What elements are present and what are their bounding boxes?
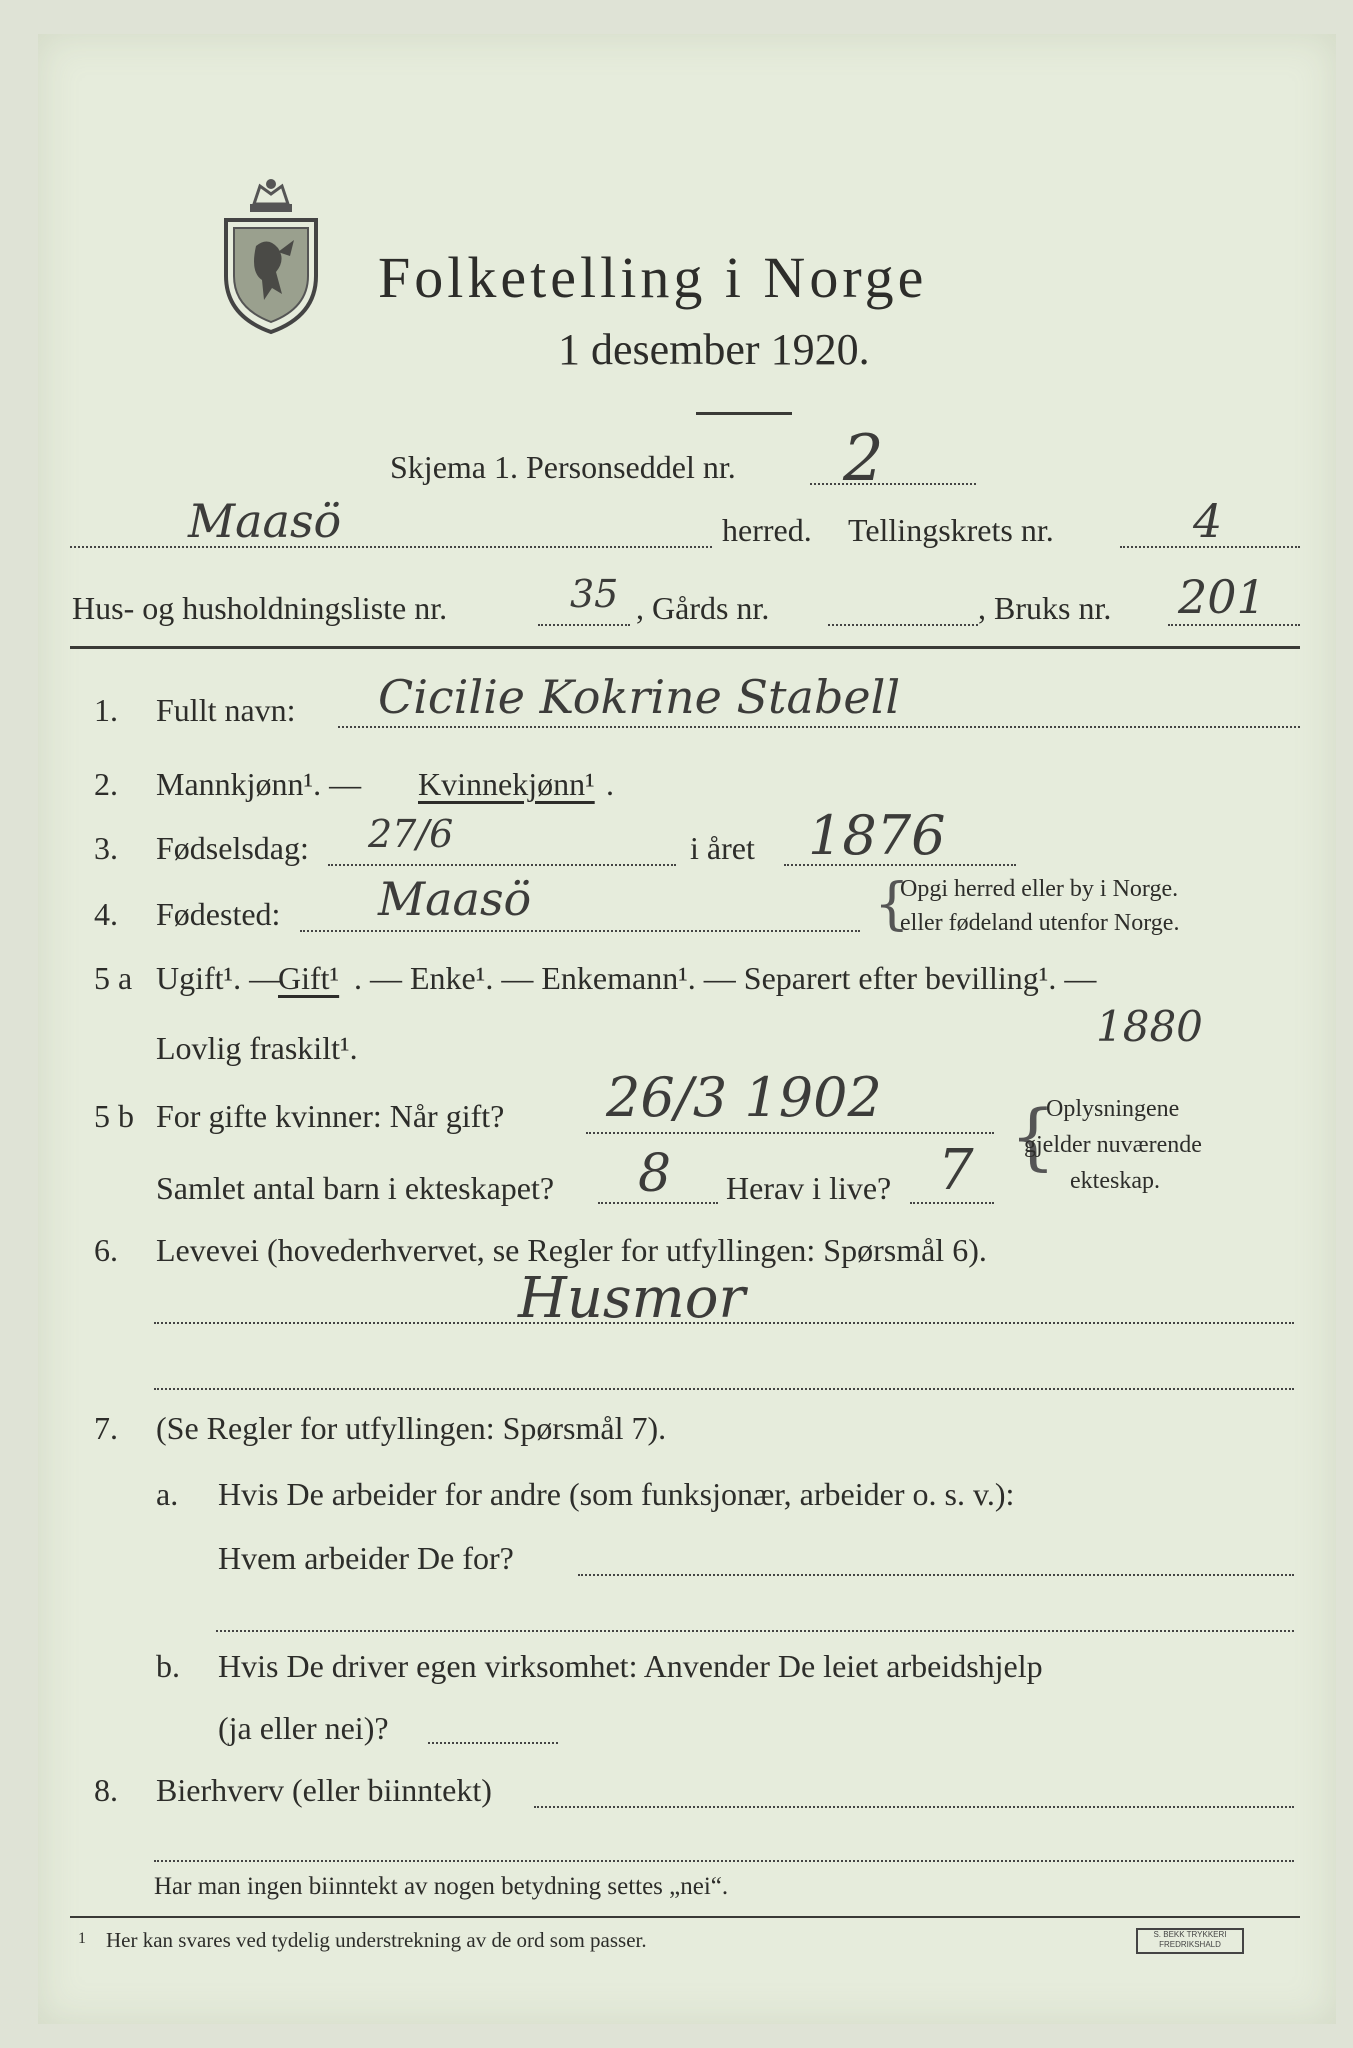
q5b-brace: {	[1010, 1094, 1056, 1178]
q7-label: (Se Regler for utfyllingen: Spørsmål 7).	[156, 1410, 667, 1446]
bruks-field	[1168, 624, 1300, 626]
husholdningsliste-label: Hus- og husholdningsliste nr.	[72, 590, 448, 626]
census-date: 1 desember 1920.	[558, 325, 870, 374]
husholdningsliste-field	[538, 624, 630, 626]
q3-year-label: i året	[690, 830, 755, 866]
q1-field	[338, 726, 1300, 728]
q7b-text: Hvis De driver egen virksomhet: Anvender De leiet arbeidshjelp	[218, 1648, 1043, 1684]
q7a-letter: a.	[156, 1476, 179, 1512]
herred-value: Maasö	[188, 494, 342, 548]
q1-label: Fullt navn:	[156, 692, 296, 728]
header-divider	[70, 646, 1300, 649]
q5a-gift: Gift¹	[278, 960, 340, 996]
q2-female: Kvinnekjønn¹	[418, 766, 595, 802]
herred-label: herred.	[722, 512, 812, 548]
printer-stamp-line-2: FREDRIKSHALD	[1159, 1940, 1221, 1949]
tellingskrets-label: Tellingskrets nr.	[848, 512, 1054, 548]
q5b-children-label: Samlet antal barn i ekteskapet?	[156, 1170, 555, 1206]
q5a-ugift: Ugift¹. —	[156, 960, 282, 996]
q5b-date-field	[586, 1132, 994, 1134]
q7a-field-2	[216, 1630, 1294, 1632]
form-title: Folketelling i Norge	[378, 245, 928, 310]
q4-number: 4.	[94, 896, 118, 932]
q1-number: 1.	[94, 692, 118, 728]
printer-stamp	[1136, 1928, 1244, 1954]
footnote-mark: 1	[78, 1930, 86, 1947]
q5b-marriage-date: 26/3 1902	[606, 1066, 882, 1129]
q8-number: 8.	[94, 1772, 118, 1808]
q6-label: Levevei (hovederhvervet, se Regler for utfyllingen: Spørsmål 6).	[156, 1232, 987, 1268]
q4-field	[300, 930, 860, 932]
gards-field	[828, 624, 978, 626]
q8-field-2	[154, 1860, 1294, 1862]
q4-brace: {	[874, 872, 910, 937]
q3-label: Fødselsdag:	[156, 830, 309, 866]
q5a-margin-note: 1880	[1096, 1002, 1203, 1051]
q7-number: 7.	[94, 1410, 118, 1446]
coat-of-arms-icon	[216, 176, 326, 336]
q4-note-1: Opgi herred eller by i Norge.	[900, 876, 1179, 902]
husholdningsliste-value: 35	[570, 572, 619, 616]
q2-end: .	[606, 766, 614, 802]
q5b-note-3: ekteskap.	[1070, 1168, 1160, 1194]
q6-occupation: Husmor	[518, 1266, 746, 1331]
q3-number: 3.	[94, 830, 118, 866]
q7b-letter: b.	[156, 1648, 180, 1684]
q6-number: 6.	[94, 1232, 118, 1268]
q8-label: Bierhverv (eller biinntekt)	[156, 1772, 492, 1808]
q5b-note-1: Oplysningene	[1046, 1096, 1180, 1122]
q3-day-field	[328, 864, 676, 866]
q2-male: Mannkjønn¹. —	[156, 766, 362, 802]
q5b-note-2: gjelder nuværende	[1024, 1132, 1202, 1158]
q7a-text: Hvis De arbeider for andre (som funksjonær, arbeider o. s. v.):	[218, 1476, 1015, 1512]
q3-day: 27/6	[368, 812, 454, 856]
q7b-field	[428, 1742, 558, 1744]
gards-label: , Gårds nr.	[636, 590, 770, 626]
q7a-field-1	[578, 1574, 1294, 1576]
q8-note: Har man ingen biinntekt av nogen betydning settes „nei“.	[154, 1873, 729, 1900]
footnote-text: Her kan svares ved tydelig understrekning av de ord som passer.	[106, 1928, 647, 1952]
q5b-alive: 7	[938, 1138, 974, 1203]
herred-field	[70, 546, 712, 548]
q8-field-1	[534, 1806, 1294, 1808]
q6-field-2	[154, 1388, 1294, 1390]
tellingskrets-value: 4	[1193, 494, 1223, 548]
q2-number: 2.	[94, 766, 118, 802]
q5a-number: 5 a	[94, 960, 133, 996]
q5b-alive-label: Herav i live?	[726, 1170, 892, 1206]
printer-stamp-line-1: S. BEKK TRYKKERI	[1153, 1930, 1227, 1939]
q5b-label: For gifte kvinner: Når gift?	[156, 1098, 505, 1134]
q4-label: Fødested:	[156, 896, 281, 932]
q7b-text-2: (ja eller nei)?	[218, 1710, 389, 1746]
q5a-rest: . — Enke¹. — Enkemann¹. — Separert efter bevilling¹. —	[354, 960, 1097, 996]
q5b-number: 5 b	[94, 1098, 134, 1134]
q5a-line2: Lovlig fraskilt¹.	[156, 1030, 358, 1066]
bruks-label: , Bruks nr.	[978, 590, 1112, 626]
schema-field	[810, 483, 976, 485]
schema-number: 2	[843, 422, 884, 496]
q4-birthplace: Maasö	[378, 872, 532, 926]
q7a-text-2: Hvem arbeider De for?	[218, 1540, 514, 1576]
q3-year: 1876	[808, 804, 946, 867]
q1-full-name: Cicilie Kokrine Stabell	[378, 670, 901, 724]
q5b-children: 8	[638, 1144, 672, 1204]
schema-label: Skjema 1. Personseddel nr.	[390, 449, 736, 485]
title-divider	[696, 412, 792, 415]
bruks-value: 201	[1178, 570, 1266, 624]
q4-note-2: eller fødeland utenfor Norge.	[900, 910, 1180, 936]
footnote-divider	[70, 1916, 1300, 1918]
census-form	[38, 34, 1336, 2024]
